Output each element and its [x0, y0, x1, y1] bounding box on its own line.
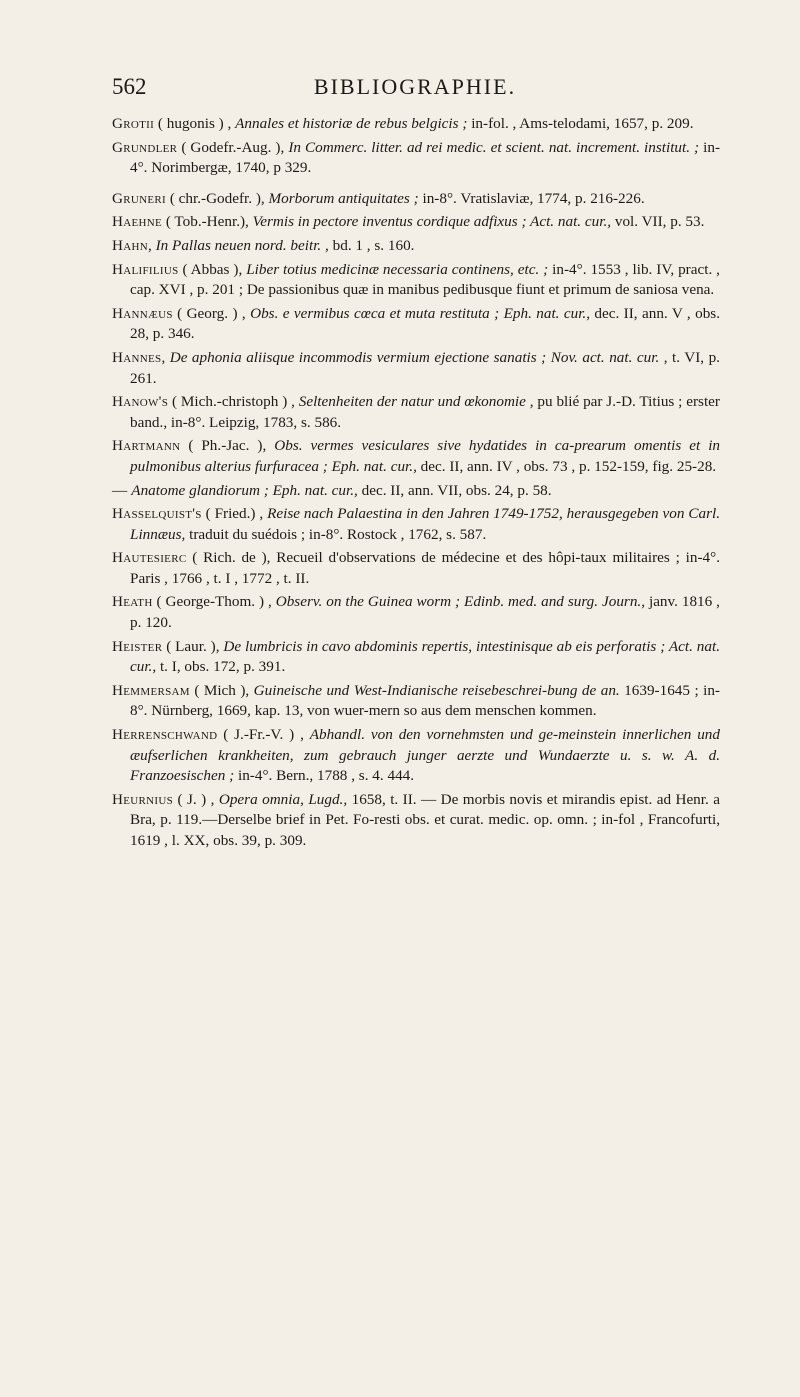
bibliography-entry — [112, 436, 720, 477]
bibliography-entry — [112, 548, 720, 589]
entry-author: Hasselquist's — [112, 505, 202, 523]
entry-author: Heurnius — [112, 790, 174, 808]
entry-publication: in-fol. , Ams-telodami, 1657, p. 209. — [467, 115, 694, 132]
page-number: 562 — [112, 74, 147, 99]
bibliography-entry — [112, 212, 720, 233]
bibliography-entry — [112, 114, 720, 135]
entry-title: In Commerc. litter. ad rei medic. et scient. nat. increment. institut. ; — [288, 138, 700, 156]
entry-title: De lumbricis in cavo abdominis repertis, intestinisque ab eis perforatis ; Act. nat. cur., — [130, 637, 720, 676]
entry-author-detail: ( Ph.-Jac. ), — [180, 437, 275, 455]
entry-title: Morborum antiquitates ; — [268, 189, 419, 207]
entry-title: Reise nach Palaestina in den Jahren 1749-1752, herausgegeben von Carl. Linnæus, — [130, 505, 720, 543]
entry-publication: 1658, t. II. — De morbis novis et mirandis epist. ad Henr. a Bra, p. 119.—Derselbe brief in Pet. Fo-resti obs. et curat. medic. op. omn. ; in-fol , Francofurti, 1619 , l. XX, obs. 39, p. 309. — [130, 790, 720, 849]
entry-author: Hahn — [112, 236, 148, 254]
entry-title: Observ. on the Guinea worm ; Edinb. med. and surg. Journ., — [275, 593, 646, 611]
entry-author-detail: ( Mich.-christoph ) , — [168, 393, 299, 411]
entry-author: Heath — [112, 593, 153, 611]
entry-title: Guineische und West-Indianische reisebeschrei-bung de an. — [253, 681, 620, 699]
entry-publication: t. I, obs. 172, p. 391. — [156, 658, 286, 676]
entry-publication: pu blié par J.-D. Titius ; erster band., in-8°. Leipzig, 1783, s. 586. — [130, 393, 720, 431]
entry-author: Halifilius — [112, 260, 179, 278]
entry-publication: janv. 1816 , p. 120. — [130, 593, 720, 632]
entry-author-detail: ( Fried.) , — [201, 505, 268, 523]
entry-title: Vermis in pectore inventus cordique adfixus ; Act. nat. cur., — [252, 213, 612, 231]
entry-author: Herrenschwand — [112, 726, 218, 744]
entry-author: Haehne — [112, 213, 163, 231]
entry-publication: traduit du suédois ; in-8°. Rostock , 1762, s. 587. — [185, 525, 487, 543]
entry-publication: in-4°. Bern., 1788 , s. 4. 444. — [234, 767, 415, 785]
entry-title: Anatome glandiorum ; Eph. nat. cur., — [131, 481, 358, 499]
bibliography-entry — [112, 504, 720, 545]
entry-title: In Pallas neuen nord. beitr. , — [155, 236, 329, 254]
bibliography-entry — [112, 592, 720, 633]
bibliography-entry — [112, 189, 720, 210]
bibliography-entry — [112, 392, 720, 433]
bibliography-list — [112, 114, 720, 855]
entry-author-detail: ( Georg. ) , — [172, 304, 251, 322]
entry-author-detail: ( Laur. ), — [162, 637, 224, 655]
entry-author-detail: , — [148, 236, 156, 254]
entry-publication: in-4°. Norimbergæ, 1740, p 329. — [130, 138, 721, 177]
entry-author-detail: ( George-Thom. ) , — [152, 593, 276, 611]
entry-publication: 1639-1645 ; in-8°. Nürnberg, 1669, kap. 13, von wuer-mern so aus dem menschen kommen. — [130, 681, 720, 720]
bibliography-entry — [112, 304, 720, 345]
entry-author-detail: , — [161, 348, 170, 366]
entry-title: Obs. vermes vesiculares sive hydatides in ca-prearum omentis et in pulmonibus alterius furfuracea ; Eph. nat. cur., — [130, 437, 721, 475]
entry-publication: bd. 1 , s. 160. — [328, 236, 415, 254]
entry-author: — — [112, 481, 128, 499]
entry-author-detail: ( hugonis ) , — [154, 115, 236, 132]
entry-author-detail: ( chr.-Godefr. ), — [166, 189, 269, 207]
entry-author: Hemmersam — [112, 681, 190, 699]
entry-author-detail: ( Rich. de ), — [186, 549, 277, 567]
entry-author: Heister — [112, 637, 163, 655]
bibliography-entry — [112, 481, 720, 502]
bibliography-entry — [112, 138, 720, 179]
entry-author: Hartmann — [112, 437, 181, 455]
entry-title: Seltenheiten der natur und œkonomie , — [298, 393, 534, 411]
entry-author: Hannæus — [112, 304, 173, 322]
entry-title: Liber totius medicinæ necessaria continens, etc. ; — [246, 260, 549, 278]
entry-title: Obs. e vermibus cœca et muta restituta ; Eph. nat. cur., — [250, 304, 591, 322]
bibliography-entry — [112, 260, 720, 301]
bibliography-entry — [112, 725, 720, 787]
page-header — [112, 74, 718, 104]
entry-title: Abhandl. von den vornehmsten und ge-meinstein innerlichen und æufserlichen krankheiten, zum gebrauch junger aerzte und Wundaerzte u. s. w. A. d. Franzoesischen ; — [130, 726, 720, 785]
bibliography-entry — [112, 236, 720, 257]
entry-publication: Recueil d'observations de médecine et des hôpi-taux militaires ; in-4°. Paris , 1766 , t. I , 1772 , t. II. — [130, 549, 720, 587]
entry-publication: dec. II, ann. IV , obs. 73 , p. 152-159, fig. 25-28. — [416, 457, 717, 475]
entry-author: Hautesierc — [112, 549, 187, 567]
entry-author: Gruneri — [112, 189, 167, 207]
entry-publication: dec. II, ann. VII, obs. 24, p. 58. — [357, 481, 552, 499]
entry-author: Grotii — [112, 115, 155, 132]
entry-title: Annales et historiæ de rebus belgicis ; — [235, 115, 468, 132]
entry-publication: in-8°. Vratislaviæ, 1774, p. 216-226. — [418, 189, 645, 207]
bibliography-entry — [112, 681, 720, 722]
entry-publication: dec. II, ann. V , obs. 28, p. 346. — [130, 304, 720, 343]
entry-author-detail: ( Godefr.-Aug. ), — [177, 138, 289, 156]
entry-publication: in-4°. 1553 , lib. IV, pract. , cap. XVI , p. 201 ; De passionibus quæ in manibus pedibusque fiunt et primum de saniosa vena. — [130, 260, 720, 299]
entry-title: Opera omnia, Lugd., — [218, 790, 348, 808]
entry-author: Grundler — [112, 138, 178, 156]
entry-author-detail: ( Mich ), — [189, 681, 254, 699]
entry-author-detail: ( Tob.-Henr.), — [162, 213, 253, 231]
entry-publication: vol. VII, p. 53. — [611, 213, 705, 231]
entry-author-detail: ( Abbas ), — [178, 260, 247, 278]
entry-author: Hannes — [112, 348, 162, 366]
bibliography-entry — [112, 637, 720, 678]
bibliography-entry — [112, 790, 720, 852]
entry-author: Hanow's — [112, 393, 169, 411]
entry-title: De aphonia aliisque incommodis vermium ejectione sanatis ; Nov. act. nat. cur. — [169, 348, 660, 366]
entry-publication: , t. VI, p. 261. — [130, 348, 720, 387]
entry-author-detail: ( J.-Fr.-V. ) , — [217, 726, 310, 744]
entry-author-detail: ( J. ) , — [173, 790, 219, 808]
running-title: BIBLIOGRAPHIE. — [313, 74, 517, 99]
bibliography-entry — [112, 348, 720, 389]
